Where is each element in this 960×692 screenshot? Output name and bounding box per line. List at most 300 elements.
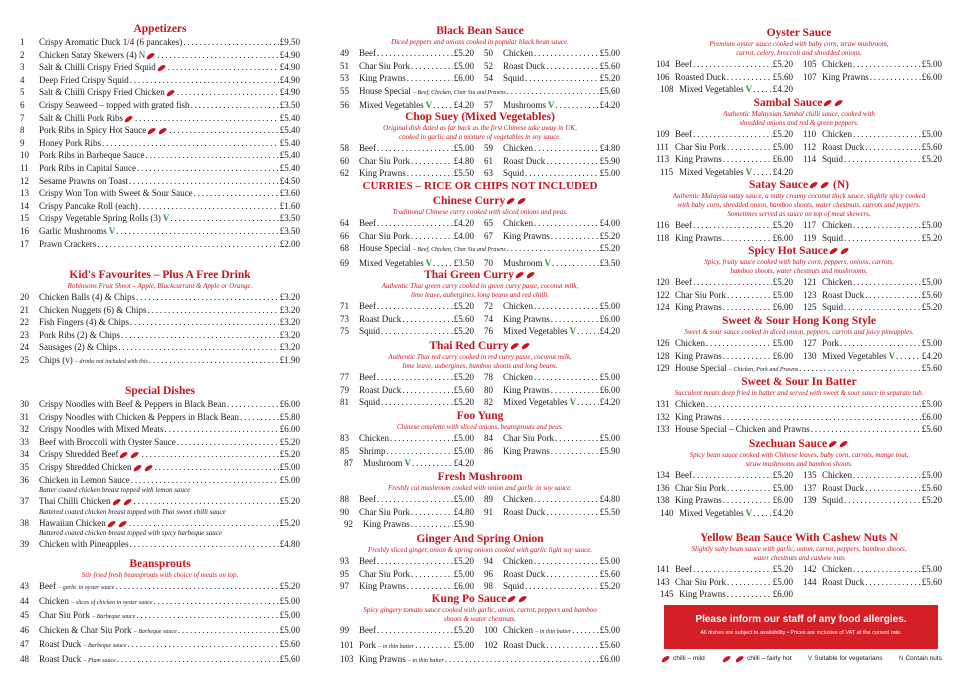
- chilli-icon: [130, 451, 140, 459]
- item-price: £5.00: [599, 556, 620, 566]
- item-number: 2: [20, 49, 25, 60]
- dot-leader: [546, 60, 599, 73]
- item-subtext: – Beef, Chicken, Char Siu and Prawns: [413, 89, 506, 96]
- item-cell: [480, 568, 620, 581]
- item-name-text: Beef: [675, 220, 692, 230]
- item-number: 117: [803, 220, 817, 230]
- item-price: £5.20: [453, 326, 474, 337]
- item-name: [359, 555, 376, 568]
- dot-leader: [177, 86, 279, 99]
- menu-item: [20, 149, 300, 162]
- item-name: [503, 555, 533, 568]
- item-name-text: Chicken Satay Skewers (4): [39, 49, 137, 60]
- item-number: 83: [340, 433, 349, 443]
- menu-item: [340, 432, 474, 445]
- item-name: [822, 301, 843, 314]
- section-thai-red-curry: [340, 339, 620, 409]
- section-szechuan: [656, 437, 942, 519]
- section-title: [340, 24, 620, 38]
- item-subtext: – Barbeque sauce: [83, 643, 127, 650]
- item-name: [675, 411, 722, 424]
- item-number: 124: [656, 302, 670, 313]
- chilli-icon: [119, 451, 129, 459]
- menu-item: [656, 576, 793, 589]
- item-number: 9: [20, 137, 25, 148]
- item-cell: [656, 576, 799, 589]
- item-price: £5.00: [921, 220, 942, 230]
- item-number: 80: [484, 384, 493, 395]
- item-number: 90: [340, 506, 349, 517]
- item-cell: [656, 507, 799, 520]
- item-number: 123: [803, 289, 817, 300]
- item-price: £4.90: [279, 74, 300, 85]
- dot-leader: [128, 638, 279, 653]
- item-name: [503, 384, 550, 397]
- menu-item: [340, 60, 474, 73]
- item-price: £5.60: [599, 639, 620, 650]
- item-name-text: Mixed Vegetables: [503, 326, 568, 337]
- item-pair: [340, 624, 620, 639]
- item-name: [675, 337, 705, 350]
- item-name: [503, 396, 576, 409]
- menu-item: [656, 423, 942, 436]
- section-description: Authentic Malaysian Sambal chilli sauce, cooked with: [723, 110, 875, 118]
- item-price: £5.00: [453, 143, 474, 153]
- item-price: £5.00: [921, 129, 942, 139]
- section-kids: [20, 268, 300, 369]
- menu-item: [340, 72, 474, 85]
- item-cell: [799, 289, 942, 302]
- legend-nut-label: Contain nuts: [905, 655, 942, 662]
- menu-item: [340, 155, 474, 168]
- item-price: £5.00: [772, 338, 793, 348]
- item-cell: [480, 72, 620, 85]
- item-number: 6: [20, 99, 25, 110]
- item-cell: [340, 300, 480, 313]
- item-number: 45: [20, 610, 29, 621]
- item-pair: [656, 83, 942, 96]
- item-pair: [656, 153, 942, 166]
- item-number: 114: [803, 154, 817, 165]
- menu-item: [803, 141, 942, 154]
- item-name: [39, 149, 144, 162]
- dot-leader: [507, 85, 599, 100]
- item-name: [822, 576, 864, 589]
- item-name: [503, 300, 533, 313]
- item-number: 115: [660, 166, 674, 177]
- item-cell: [480, 639, 620, 654]
- dot-leader: [411, 155, 453, 168]
- item-name: [503, 217, 533, 230]
- item-name: [503, 580, 524, 593]
- item-price: £5.40: [279, 112, 300, 123]
- item-name: [39, 354, 148, 369]
- menu-item: [20, 36, 300, 49]
- section-title-text: Foo Yung: [456, 410, 504, 422]
- item-name-text: Beef: [39, 581, 56, 591]
- item-name: [359, 653, 444, 668]
- item-name: [822, 232, 843, 245]
- item-price: £5.60: [921, 424, 942, 435]
- item-number: 101: [340, 639, 354, 650]
- item-number: 31: [20, 411, 29, 422]
- item-name: [39, 74, 129, 87]
- item-number: 100: [484, 625, 498, 635]
- item-name: [822, 276, 852, 289]
- item-name-text: King Prawns: [675, 411, 722, 422]
- menu-item: [656, 71, 793, 84]
- item-number: 54: [484, 73, 493, 84]
- section-title: [20, 268, 300, 282]
- veg-icon: V: [162, 213, 170, 224]
- item-name: [822, 128, 852, 141]
- item-subtext: – in thin batter: [378, 643, 415, 650]
- dot-leader: [551, 445, 599, 458]
- item-name: [39, 291, 135, 304]
- item-name: [675, 482, 726, 495]
- section-description: Diced peppers and onions cooked in popular black bean sauce.: [391, 38, 569, 46]
- item-price: £6.00: [921, 71, 942, 82]
- menu-item: [20, 304, 300, 317]
- item-price: £6.00: [599, 384, 620, 395]
- item-number: 133: [656, 424, 670, 435]
- item-name-text: Char Siu Pork: [675, 141, 727, 152]
- item-name-text: Crispy Aromatic Duck 1/4 (6 pancakes): [39, 37, 183, 47]
- menu-item: [340, 384, 474, 397]
- item-cell: [480, 325, 620, 338]
- section-description: Authentic Malaysia satay sauce, a nutty creamy coconut thick sauce, slightly spicy cooked: [672, 192, 926, 200]
- item-number: 14: [20, 200, 29, 211]
- item-price: £3.50: [279, 213, 300, 224]
- item-cell: [340, 506, 480, 519]
- item-name: [503, 325, 576, 338]
- item-number: 15: [20, 213, 29, 224]
- item-number: 119: [803, 232, 817, 243]
- item-price: £5.00: [599, 433, 620, 443]
- section-title: [340, 470, 620, 484]
- item-name-text: Chicken: [503, 625, 533, 635]
- chilli-icon: [124, 114, 134, 122]
- item-number: 75: [340, 326, 349, 337]
- item-number: 79: [340, 384, 349, 395]
- dot-leader: [727, 71, 772, 84]
- item-number: 108: [660, 84, 674, 95]
- dot-leader: [534, 493, 599, 506]
- item-number: 97: [340, 581, 349, 592]
- menu-item: [20, 448, 300, 461]
- item-cell: [340, 60, 480, 73]
- item-cell: [480, 300, 620, 313]
- item-cell: [340, 72, 480, 85]
- chilli-icon: [515, 271, 525, 279]
- item-name-text: Beef: [359, 48, 376, 58]
- dot-leader: [407, 167, 453, 180]
- dot-leader: [130, 538, 279, 551]
- dot-leader: [853, 469, 921, 482]
- menu-item: [340, 217, 474, 230]
- item-number: 135: [803, 470, 817, 480]
- item-name: [359, 300, 376, 313]
- item-name-text: Roast Duck: [822, 141, 865, 152]
- item-price: £4.20: [599, 326, 620, 337]
- item-name: [39, 341, 117, 354]
- item-pair: [340, 60, 620, 73]
- dot-leader: [134, 495, 279, 508]
- dot-leader: [753, 166, 772, 179]
- item-price: £5.00: [279, 595, 300, 606]
- item-price: £5.20: [599, 243, 620, 254]
- dot-leader: [811, 423, 921, 436]
- chilli-icon: [839, 440, 849, 448]
- item-name: [503, 624, 571, 639]
- item-cell: [340, 493, 480, 506]
- menu-item: [656, 494, 793, 507]
- item-name-text: Roast Duck: [822, 482, 865, 493]
- item-name: [675, 276, 692, 289]
- menu-item: [803, 350, 942, 363]
- item-name: [39, 398, 226, 411]
- item-note: Battered coated chicken breast topped with spicy barbeque sauce: [39, 529, 222, 538]
- item-subtext: – garlic in oyster sauce: [58, 585, 115, 591]
- dot-leader: [411, 518, 453, 531]
- item-number: 48: [20, 653, 29, 664]
- chilli-icon: [147, 127, 157, 135]
- menu-item: [20, 124, 300, 137]
- item-subtext: – Chicken, Pork and Prawns: [729, 367, 799, 374]
- dot-leader: [551, 313, 599, 326]
- item-pair: [340, 142, 620, 155]
- section-description: Stir fried fresh beansprouts with choice of meats on top.: [81, 571, 239, 579]
- dot-leader: [136, 291, 279, 304]
- section-cashew: [656, 531, 942, 601]
- item-number: 66: [340, 230, 349, 241]
- dot-leader: [137, 162, 279, 175]
- menu-item: [484, 568, 620, 581]
- item-name: [39, 474, 130, 487]
- item-name: [359, 85, 506, 100]
- section-title-text: Chop Suey (Mixed Vegetables): [405, 111, 555, 123]
- item-cell: [799, 128, 942, 141]
- dot-leader: [525, 167, 599, 180]
- dot-leader: [102, 137, 279, 150]
- item-cell: [340, 384, 480, 397]
- item-name-text: Sesame Prawns on Toast: [39, 175, 128, 186]
- item-name-text: Mushroom: [503, 257, 543, 268]
- item-price: £4.80: [453, 155, 474, 166]
- item-pair: [656, 350, 942, 363]
- item-name-text: Squid: [822, 495, 844, 506]
- item-price: £5.20: [772, 220, 793, 230]
- dot-leader: [853, 276, 921, 289]
- item-name: [359, 396, 380, 409]
- item-name: [39, 36, 182, 49]
- item-name-text: Mixed Vegetables: [359, 100, 424, 111]
- menu-item: [484, 624, 620, 639]
- chilli-icon: [820, 181, 830, 189]
- item-name: [822, 469, 852, 482]
- item-name: [675, 141, 726, 154]
- section-oyster: [656, 26, 942, 96]
- item-number: 8: [20, 125, 25, 136]
- item-number: 68: [340, 243, 349, 254]
- menu-item: [656, 482, 793, 495]
- item-number: 103: [340, 654, 354, 665]
- section-black-bean: [340, 24, 620, 112]
- section-title-text: Fresh Mushroom: [437, 471, 523, 483]
- item-price: £5.20: [453, 556, 474, 566]
- dot-leader: [727, 482, 772, 495]
- section-description: Sometimes served as sauce on top of meat skewers.: [727, 210, 871, 218]
- item-number: 47: [20, 639, 29, 650]
- chilli-icon: [146, 51, 156, 59]
- item-price: £6.00: [921, 411, 942, 422]
- item-number: 46: [20, 624, 29, 635]
- dot-leader: [546, 506, 599, 519]
- section-title: [656, 375, 942, 389]
- item-name: [679, 166, 752, 179]
- dot-leader: [130, 74, 279, 87]
- item-price: £5.40: [279, 137, 300, 148]
- item-name-text: Pork Ribs in Spicy Hot Sauce: [39, 125, 147, 136]
- item-name-text: Char Siu Pork: [359, 568, 411, 579]
- dot-leader: [853, 58, 921, 71]
- veg-symbol: V: [807, 655, 813, 662]
- item-pair: [340, 47, 620, 60]
- dot-leader: [853, 563, 921, 576]
- item-name-text: Roast Duck: [503, 60, 546, 71]
- item-pair: [656, 337, 942, 350]
- item-cell: [799, 563, 942, 576]
- dot-leader: [693, 219, 772, 232]
- item-price: £5.50: [453, 168, 474, 179]
- item-name: [359, 445, 386, 458]
- item-name-text: Chicken: [822, 277, 852, 287]
- section-description: Original dish dated as far back as the first Chinese take away in UK,: [383, 124, 577, 132]
- item-price: £5.90: [599, 445, 620, 456]
- section-title: [340, 268, 620, 282]
- section-satay: [656, 178, 942, 244]
- item-name: [503, 142, 533, 155]
- item-cell: [799, 276, 942, 289]
- item-name-text: Squid: [503, 73, 525, 84]
- item-name: [675, 71, 726, 84]
- item-name-text: Chicken: [503, 301, 533, 311]
- menu-item: [656, 289, 793, 302]
- section-curries-header: [340, 179, 620, 193]
- item-name-text: Mixed Vegetables: [679, 166, 744, 177]
- item-note: Battered coated chicken breast topped with Thai sweet chilli sauce: [39, 507, 226, 516]
- item-price: £3.60: [279, 188, 300, 199]
- item-number: 60: [340, 155, 349, 166]
- item-price: £3.20: [279, 342, 300, 353]
- item-pair: [656, 276, 942, 289]
- item-name: [675, 301, 722, 314]
- item-subtext: – Beef, Chicken, Char Siu and Prawns: [413, 247, 506, 254]
- section-title: [340, 339, 620, 353]
- menu-item: [20, 341, 300, 354]
- item-number: 74: [484, 313, 493, 324]
- item-price: £4.80: [279, 539, 300, 550]
- menu-item: [20, 225, 300, 238]
- item-name: [675, 350, 722, 363]
- item-number: 140: [660, 507, 674, 518]
- item-name-text: Roast Duck: [39, 653, 82, 664]
- item-number: 81: [340, 397, 349, 408]
- item-name: [359, 60, 410, 73]
- menu-item: [340, 47, 474, 60]
- item-cell: [480, 396, 620, 409]
- item-number: 139: [803, 495, 817, 506]
- item-number: 63: [484, 168, 493, 179]
- item-name: [39, 653, 116, 668]
- dot-leader: [183, 36, 279, 49]
- item-cell: [799, 71, 942, 84]
- item-number: 78: [484, 372, 493, 382]
- section-description: Succulent meats deep fried in batter and served with sweet & sour sauce in separate tub.: [674, 389, 924, 397]
- item-number: 10: [20, 150, 29, 161]
- item-cell: [340, 167, 480, 180]
- item-cell: [656, 301, 799, 314]
- item-cell: [656, 482, 799, 495]
- section-title-text: Satay Sauce: [749, 179, 809, 191]
- dot-leader: [723, 494, 772, 507]
- section-chinese-curry: [340, 194, 620, 269]
- item-name-text: Chicken with Pineapples: [39, 539, 129, 550]
- item-name: [39, 124, 168, 137]
- item-price: £5.20: [453, 48, 474, 58]
- item-name-text: Sausages (2) & Chips: [39, 342, 118, 353]
- menu-item: [340, 493, 474, 506]
- section-title: [20, 557, 300, 571]
- dot-leader: [377, 624, 453, 637]
- item-number: 125: [803, 302, 817, 313]
- item-name: [39, 495, 133, 508]
- dot-leader: [170, 212, 278, 225]
- item-number: 64: [340, 218, 349, 228]
- item-name-text: Beef: [675, 277, 692, 287]
- section-title-text: Sambal Sauce: [753, 97, 823, 109]
- item-price: £4.20: [453, 458, 474, 469]
- section-description: Slightly salty bean sauce with garlic, onion, carrot, peppers, bamboo shoots,: [691, 545, 907, 553]
- item-pair: [340, 300, 620, 313]
- section-description: shredded onions and red & green peppers.: [739, 119, 859, 127]
- item-number: 11: [20, 162, 29, 173]
- dot-leader: [723, 411, 921, 424]
- item-cell: [799, 469, 942, 482]
- item-name: [359, 167, 406, 180]
- item-name: [822, 563, 852, 576]
- menu-item: [803, 58, 942, 71]
- item-name-text: Squid: [359, 326, 381, 337]
- section-title-text: Thai Red Curry: [429, 340, 509, 352]
- item-name-text: King Prawns: [675, 302, 722, 313]
- item-name: [359, 217, 376, 230]
- section-title: [656, 96, 942, 110]
- item-price: £5.60: [279, 653, 300, 664]
- item-name-text: King Prawns: [359, 168, 406, 179]
- item-price: £4.20: [921, 350, 942, 361]
- item-cell: [340, 457, 480, 470]
- item-price: £5.20: [772, 564, 793, 574]
- item-name: [359, 242, 506, 257]
- item-number: 82: [484, 397, 493, 408]
- item-number: 96: [484, 568, 493, 579]
- section-title: [656, 531, 942, 545]
- section-title: [656, 244, 942, 258]
- section-batter: [656, 375, 942, 436]
- dot-leader: [148, 304, 279, 317]
- dot-leader: [387, 445, 453, 458]
